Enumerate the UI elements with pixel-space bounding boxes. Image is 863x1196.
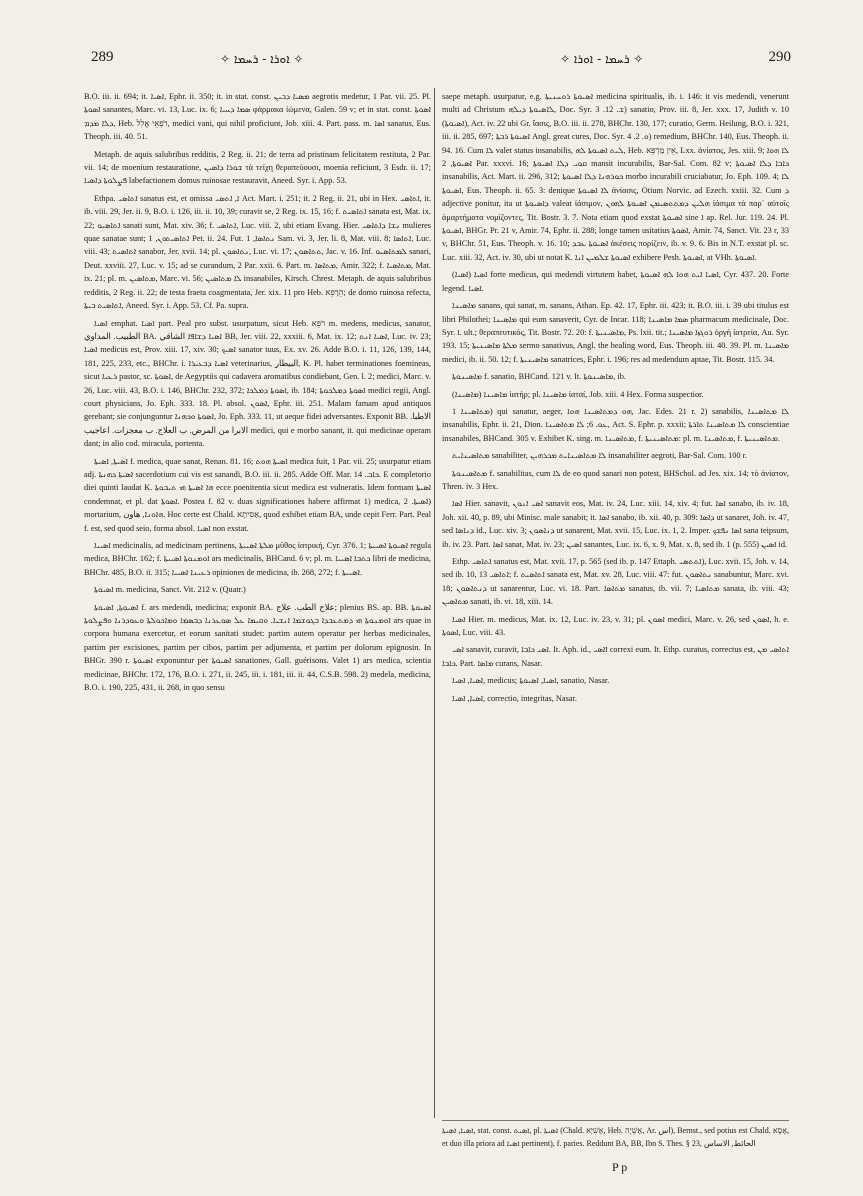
dictionary-entry: ܐܣܐ Hier. sanavit, ܐܣܝ ܐܢܘܢ sanavit eos, Mat. iv. 24, Luc. xiii. 14, xiv. 4; fut. ܐܣܐ sanabo, ib. iv. 18, Joh. xii. 40, p. 89, ubi Minisc. male sanabit; it. ܐܣܐ sanabo, ib. xii. 40, p. 309: ܕܐܣܐ ut sanaret, Joh. iv. 47, sed ܕܢܐܣܐ id., Luc. xiv. 3; ܕܢܐܣܘܢ ut sanarent, Mat. xvii. 15, Luc. ix. 1, 2. Imper. ܐܣܐ ܢܦܫܟ sana teipsum, ib. iv. 23. Part. ܐܣܐ sanat, Mat. iv. 23; ܐܣܝܢ sanantes, Luc. ix. 6, x. 9, Mat. x. 8, sed ib. 1 (p. 555) ܐܣܝܢ id. bbox=[442, 499, 789, 549]
column-divider bbox=[434, 88, 435, 1118]
dictionary-entry: saepe metaph. usurpatur, e.g. ܐܣܝܘܬܐ ܪܘܚܢܝܬܐ medicina spiritualis, ib. i. 146: it vis medendi, venerunt multi ad Christum ܠܐܣܝܘܬܐ ܕܝܠܗ, Doc. Syr. ܫ. 12. 3) sanatio, Prov. iii. 8, Jer. xxx. 17, Judith v. 10 (ܐܣܝܘܬܐ), Act. iv. 22 ubi Gr. ἴασις, B.O. iii. ii. 278, BHChr. 130, 177; curatio, Germ. Heilung, B.O. i. 321, iii. ii. 285, 697; ܐܣܝܘܬܐ ܪܒܬܐ Angl. great cures, Doc. Syr. ܘ. 2. 4) remedium, BHChr. 140, Eus. Theoph. ii. 94. 16. Cum ܠܐ valet status insanabilis, ܠܝܬ ܐܣܝܘܬܐ ܠܗ, Heb. אֵין מַרְפֵּא, Lxx. ἀνίατος, Jes. xiii. 9; ܠܐ ܗܘܐ ܐܣܝܘܬܐ, 2 Par. xxxvi. 16; ܩܘܝ ܕܠܐ ܐܣܝܘܬܐ mansit incurabilis, Bar-Sal. Com. 82 v; ܟܐܒܐ ܕܠܐ ܐܣܝܘܬܐ insanabilis, Act. Mart. ii. 296, 312; ܟܘܪܗܢܐ ܕܠܐ ܐܣܝܘܬܐ morbo incurabili cruciabatur, Jo. Eph. 109. 4; ܠܐ ܐܣܝܘܬܐ, Eus. Theoph. ii. 65. 3: denique ܠܐ ܐܣܝܘܬܐ ἀνίασις, Otium Norvic. ad Ezech. xxiii. 32. Cum ܕ adjective ponitur, ita ut ܕܐܣܝܘܬܐ valeat ἰάσιμον, ܗܠܝܢ ܕܡܬܬܣܝܡܢ ܐܣܝܘܬܐ ܠܗܘܢ ἰάσιμα τὰ παρ᾽ αὐτοῖς ἁμαρτήματα νομίζοντες, Tit. Bostr. 3. 7. Nota etiam quod exstat ܐܣܝܘܬܐ sine ܐ ap. Rel. Jur. 119. 24. Pl. ܐܣܝܘܬܐ, BHGr. Pr. 21 v, Amir. 74, Ephr. ii. 288; longe tamen usitatius ܐܣܘܬܐ, Amir. 74, Sanct. Vit. 23 r, 33 v, BHChr. 51, Eus. Theoph. v. 16. 10; ܐܣܝܘܬܐ ܥܒܕ ἀκέσεις πορίζειν, ib. v. 9. 6. Bis in N.T. exstat pl. sc. Luc. xiii. 32, Act. iv. 30, ubi ut notat K. ܐܣܝܘܬܐ ܫܠܡܝܢ ܐܢܐ exhibere Pesh. ܐܣܝܘܬܐ, at VHh. ܐܣܝܘܬܐ. bbox=[442, 92, 789, 262]
dictionary-entry: ܐܣܝܬܐ, ܐܣܝܬܐ f. medica, quae sanat, Renan. 81. 16; ܐܣܝܬܐ ܗܘܬ medica fuit, 1 Par. vii. 25; usurpatur etiam adj. ܐܣܝܬܐ ܟܗܢܬܐ sacerdotium cui vis est sanandi, B.O. iii. ii. 285. Adde Off. Mar. ܟܐܒ. 14. E completorio diei quinti laudat K. ܗܐ ܐܣܝܬܐ ܗܝ ܬܝܒܘܬܐ ecce poenitentia sicut medica est vulneratis. Idem formam ܐܣܝܬܐ condemnat, et pl. dat ܐܣܘܬܐ. Postea f. 82 v. duas significationes habere affirmat 1) medica, ܐܣܝܬܐ. 2) mortarium, ܗܐܘܢܐ, هاون. Hoc certe est Chald. אַסִיתָא, quod exhibet etiam BA, unde cepit Ferr. Part. Peal f. est, sed quod seio, forma absol. ܐܣܝܐ non exstat. bbox=[84, 456, 431, 533]
dictionary-entry: Metaph. de aquis salubribus redditis, 2 Reg. ii. 21; de terra ad pristinam felicitatem restituta, 2 Par. vii. 14; de moenium restauratione, ܫܘܪܐ ܕܐܣܝܢ τὰ τείχη θεραπεύουσι, moenia reficiunt, 3 Esdr. ii. 17; ܦܨܠܘܬܐ ܕܐܣܝܐ labefactionem domus ruinosae restauravit, Aneed. Syr. i. App. 53. bbox=[84, 149, 431, 186]
dictionary-entry: Ethp. ܐܬܐܣܝ sanatus est, Mat. xvii. 17, p. 565 (sed ib. p. 147 Ettaph. ܐܬܬܣܝ), Luc. xvii. 15, Joh. v. 14, sed ib. 10, 13 ܐܬܐܣܝ; f. ܐܬܐܣܝܬ sanata est, Mat. xv. 28, Luc. viii. 47: fut. ܢܬܐܣܘܢ sanabuntur, Marc. xvi. 18; ܕܢܬܐܣܘܢ ut sanarentur, Luc. vi. 18. Part. ܡܬܐܣܐ sanatus, ib. vii. 7; ܡܬܐܣܝܐ sanata, ib. viii. 43; ܡܬܐܣܝܢ sanati, ib. vi. 18, xiii. 14. bbox=[442, 557, 789, 607]
page-number-right: 290 bbox=[768, 49, 791, 65]
footnote: ܐܣܝܐ, ܐܣܝܬܐ, stat. const. ܐܣܝܬ, pl. ܐܣܝܬܐ (Chald. אָשִׁיָּא, Heb. אָשְׁיָה, Ar. اس), Bernst., sed potius est Chald. אָסָא, et duo illa priora ad ܐܣܝܐ pertinent), f. paries. Reddunt BA, BB, Ibn S. Thes. § 23, الحائط, الاساس bbox=[442, 1120, 789, 1150]
left-column bbox=[84, 90, 431, 1115]
signature-mark: P p bbox=[612, 1160, 628, 1174]
right-column bbox=[442, 90, 789, 1115]
page-number-left: 289 bbox=[91, 49, 114, 65]
dictionary-entry: ܐܣܝܘܬܐ m. medicina, Sanct. Vit. 212 v. (Quatr.) bbox=[94, 585, 246, 595]
dictionary-entry: ܡܬܐܣܝܢܐ 1) qui sanatur, aeger, ܗܘ ܕܡܬܐܣܝܢܐ ܗܘܐ, Jac. Edes. 21 r. 2) sanabilis, ܠܐ ܡܬܐܣܝܢܐ insanabilis, Ephr. ii. 21, Dion. ܥܘ. 6; ܠܐ ܡܬܐܣܝܢܐ, Act. S. Ephr. p. xxxii; ܠܐ ܡܬܐܣܝܢܐ ܬܐܪܬܐ conscientiae insanabiles, BHCand. 305 v. Exhibet K. sing. m. ܡܬܐܣܝܢܐ, f. ܡܬܐܣܝܢܝܬܐ: pl. m. ܡܬܐܣܝܢܐ, f. ܡܬܐܣܝܢܝܬܐ. bbox=[442, 406, 789, 443]
dictionary-entry: ܡܐܣܝܢܐ sanans, qui sanat, m. sanans, Athan. Ep. 42. 17, Ephr. iii. 423; it. B.O. iii. i. 39 ubi titulus est libri Philothei; ܡܐܣܝܢܐ qui eum sanaverit, Cyr. de Incar. 118; ܣܡܐ ܡܐܣܝܢܐ pharmacum medicinale, Doc. Syr. ܐ. ult.; θεραπευτικός, Tit. Bostr. 72. 20: f. ܡܐܣܝܢܝܬܐ, Ps. lxii. tit.; ܪܘܓܙܐ ܡܐܣܝܢܐ ὀργὴ ἰατρεία, Au. Syr. 193. 15; ܡܠܬܐ ܡܐܣܝܢܝܬܐ sermo sanativus, Angl. the healing word, Eus. Theoph. iii. 40. 39. Pl. m. ܡܐܣܝܢܐ medici, ib. ii. 50. 12; f. ܡܐܣܝܢܝܬܐ sanatrices, Ephr. i. 196; res ad medendum aptae, Tit. Bostr. 115. 34. bbox=[442, 301, 789, 364]
dictionary-entry: B.O. iii. ii. 694; it. ܐܣܝܐ, Ephr. ii. 350; it. in stat. const. ܡܣܝܐ ܕܒܝܢ aegrotis medetur, 1 Par. vii. 25. Pl. ܐܣܘܬܐ sanantes, Marc. vi. 13, Luc. ix. 6; ܣܡܐ ܕܚܝܐ φάρμακα ἰώμενα, Galen. 59 v; et in stat. const. ܐܣܘܬܐ ܕܠܐ ܡܕܡ, Heb. רֹפְאֵי אֱלִל, medici vani, qui nihil proficiunt, Job. xiii. 4. Part. pass. m. ܐܣܐ sanatus, Eus. Theoph. iii. 40. 51. bbox=[84, 92, 431, 142]
dictionary-entry: ܡܬܐܣܝܢܘܬܐ f. sanabilitas, cum ܠܐ de eo quod sanari non potest, BHSchol. ad Jes. xix. 14; τὸ ἀνίατον, Thren. iv. 3 Hex. bbox=[442, 468, 789, 491]
dictionary-entry: ܐܣܝܐ, ܐܣܝܐ, correctio, integritas, Nasar. bbox=[452, 693, 577, 703]
dictionary-entry: ܐܣܝܐ, ܐܣܝܐ, medicus; ܐܣܝܐ, ܐܣܝܘܬܐ, sanatio, Nasar. bbox=[452, 676, 610, 686]
dictionary-entry: Ethpa. ܐܬܐܣܝ sanatus est, et omissa ܐ, ܐܬܣܝ Act. Mart. i. 251; it. 2 Reg. ii. 21, ubi in Hex. ܐܬܐܣܝ, it. ib. viii. 29, Jer. ii. 9, B.O. i. 126, iii. ii. 10, 39; curavit se, 2 Reg. ix. 15, 16; f. ܐܬܐܣܝܬ sanata est, Mat. ix. 22; ܐܬܐܣܝܘ sanati sunt, Mat. xiv. 36; f. ܐܬܐܣܝ, Luc. viii. 2, ubi etiam Evang. Hier. ܢܫܐ ܕܐܬܐܣܝ mulieres quae sanatae sunt; ܐܬܐܣܝܬܘܢ, 1 Pet. ii. 24. Fut. ܢܬܐܣܐ, 1 Sam. vi. 3, Jer. li. 8, Mat. viii. 8; ܐܬܐܣܐ, Luc. viii. 43; ܐܬܐܣܝܬ sanabor, Jer. xvii. 14; pl. ܢܬܐܣܘܢ, Luc. vi. 17; ܬܬܐܣܘܢ, Jac. v. 16. Inf. ܠܡܬܐܣܝܘ sanari, Deut. xxviii. 27, Luc. v. 15; ad se curandum, 2 Par. xxii. 6. Part. m. ܡܬܐܣܐ, Amir. 322; f. ܡܬܐܣܝܐ, Mat. ix. 21; pl. m. ܡܬܐܣܝܢ, Marc. vi. 56; ܠܐ ܡܬܐܣܝܢ insanabiles, Kirsch. Chrest. Metaph. de aquis salubribus redditis, 2 Reg. ii. 22; de testa fraeta coagmentata, Jer. xix. 11 pro Heb. הֵרָפֵא; de domo ruinosa refecta, ܐܬܐܣܝܬ ܒܝܬܐ, Aneed. Syr. i. App. 53. Cf. Pa. supra. bbox=[84, 193, 431, 311]
dictionary-entry: ܐܣܝܐ Hier. m. medicus, Mat. ix. 12, Luc. iv. 23, v. 31; pl. ܐܣܘܢ medici, Marc. v. 26, sed ܐܣܘܢ, h. e. ܐܣܘܬܐ, Luc. viii. 43. bbox=[442, 614, 789, 638]
dictionary-entry: ܡܐܣܝܢܘܬܐ f. sanatio, BHCand. 121 v. It. ܡܐܣܝܢܘܬܐ, ib. bbox=[452, 372, 626, 382]
dictionary-entry: ܐܣܝܐ (ܐܣܝܐ) forte medicus, qui medendi virtutem habet, ܐܣܝܐ ܐܝܬ ܗܘܐ ܠܗ ܐܣܝܘܬܐ, Cyr. 437. 20. Forte legend. ܐܣܝܐ. bbox=[442, 270, 789, 293]
dictionary-entry: ܐܣܝܘܬܐ, ܐܣܝܘܬܐ f. ars medendi, medicina; exponit BA. علاج الطب. علاج; plenius BS. ap. BB. ܐܣܝܘܬܐ ܐܘܡܢܘܬܐ ܗܝ ܕܡܬܥܒܕܐ ܒܓܘܫܡܐ ܐܢܫܝܐ. ܘܩܝܡܐ ܥܠ ܣܘܥܪܢܐ ܕܒܣܡܐ ܘܡܐܟܘܠܬܐ ܘܥܘܕܪܢܐ ܘܦܨܠܘܬܐ ars quae in corpora humana exercetur, et eorum sanitati studet: partim autem operatur per herbas medicinales, partim per excisiones, partim per cibos, partim per adjumenta, et partim per dolorum epignosin. In BHGr. 390 r. ܐܣܝܘܬܐ exponuntur per ܐܣܝܘܬܐ sanationes, Gall. guérisons. Valet 1) ars medica, scientia medicinae, BHChr. 172, 176, B.O. i. 271, ii. 245, iii. i. 181, iii. ii. 44, C.S.B. 598. 2) medela, medicina, B.O. i. 190, 225, 431, ii. 268, in quo sensu bbox=[84, 602, 431, 693]
running-header-right: ✧ ܪܚܡܐ - ܐܘܪܐ ✧ bbox=[560, 52, 644, 66]
running-header-left: ✧ ܐܘܪܐ - ܪܚܡܐ ✧ bbox=[220, 52, 304, 66]
dictionary-entry: ܡܐܣܝܢܐ (ܡܐܣܝܢܐ) ἰατήρ; pl. ܡܐܣܝܢܐ ἰαταί, Job. xiii. 4 Hex. Forma suspectior. bbox=[452, 389, 704, 399]
dictionary-entry: ܐܣܝܐ emphat. ܐܣܝܐ part. Peal pro subst. usurpatum, sicut Heb. רֹפֵא m. medens, medicus, sanator, الطبيب. المداوي BA. ܐܣܝܐ ܕܫܐܦܐ الشافي BB, Jer. viii. 22, xxxiii. 6, Mat. ix. 12; ܐܣܝܐ ܐܢܬ, Luc. iv. 23; ܐܣܝܐ medicus est, Prov. xiii. 17, xiv. 30; ܐܣܝܟ sanator tuus, Ex. xv. 26. Adde B.O. i. 11, 126, 139, 144, 181, 225, 233, etc., BHChr. i. ܐܣܝܐ ܕܒܥܝܪܐ veterinarius, البيطار, K. Pl. habet terminationes foemineas, sicut ܪܥܝܐ pastor, sc. ܐܣܘܬܐ, de Aegyptiis qui cadavera aromatibus condiebant, Gen. l. 2; medici, Marc. v. 26, Luc. viii. 43, B.O. i. 146, BHChr. 232, 372; ܐܣܘܬܐ ܕܡܠܟܐ, ib. 184; ܐܣܘܬܐ ܕܡܠܟܘܬܐ medici regii, Angl. court physicians, Jo. Eph. 333. 18. Pl. absol. ܐܣܘܢ, Ephr. iii. 251. Malam famam apud antiquos gerebant; sie conjunguntur ܐܣܘܬܐ ܘܟܗܢܐ, Jo. Eph. 333. 11, ut aeque fidei adversantes. Exponit BB. الاطبا. الابرا من المرض. ب العلاج. ب معجزات. اعاجيب medici, qui e morbo sanant, it. qui medicinae operam dant; in alio cod. miracula, portenta. bbox=[84, 318, 431, 449]
dictionary-entry: ܡܬܐܣܝܢܐܝܬ sanabiliter, ܠܐ ܡܬܐܣܝܢܐܝܬ ܡܟܪܗܝܢ insanabiliter aegroti, Bar-Sal. Com. 100 r. bbox=[452, 451, 747, 461]
dictionary-entry: ܐܣܝܝܐ medicinalis, ad medicinam pertinens, ܡܠܬܐ ܐܣܝܝܬܐ μῦθος ἰατρική, Cyr. 376. 1; ܐܣܝܘܬܐ ܐܣܝܝܬܐ regula medica, BHChr. 162; f. ܐܘܡܢܘܬܐ ܐܣܝܝܬܐ ars medicinalis, BHCand. 6 v; pl. m. ܟܬܒܐ ܐܣܝܝܐ libri de medicina, BHChr. 485, B.O. ii. 315; ܪܥܝܢܐ ܐܣܝܝܐ opiniones de medicina, ib. 268, 272; f. ܐܣܝܝܬܐ. bbox=[84, 541, 431, 577]
dictionary-entry: ܐܣܝ sanavit, curavit, ܐܣܝ ܟܐܒܐ. It. Aph. id., ܐܐܣܝ correxi eum. It. Ethp. curatus, correctus est, ܐܬܐܣܝ ܡܢ ܟܐܒܐ. Part. ܡܐܣܐ curans, Nasar. bbox=[442, 645, 789, 668]
